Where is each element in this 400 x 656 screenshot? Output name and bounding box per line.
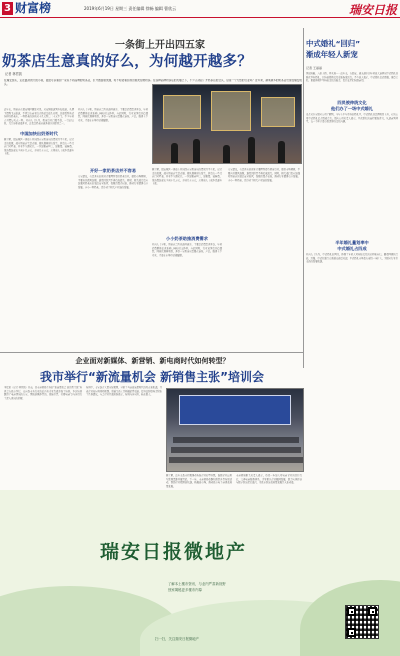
article1-column-3b: 业内人士分析，奶茶店之所以越开越多，主要是消费需求旺盛，年轻消费群体追求新鲜口味和社交体验。与此同时，行业竞争也日趋激烈，同质化现象明显，开好一家奶茶店需要在选址、产品、服务上下功夫，才能在市场中站稳脚跟。 <box>152 243 222 257</box>
sidebar-column-3: 业内人士认为，中式婚礼的回归，体现了年轻人对传统文化的认同和自信。随着国潮的兴起，汉服、中式礼服等元素越来越受欢迎，中式婚礼市场也有望进一步扩大，为婚庆行业带来新的发展机遇。 <box>306 253 398 264</box>
ad-scan-caption: 扫一扫，关注瑞安日报微地产 <box>155 637 200 641</box>
sidebar-subhead-3: 半年婚礼量划率中 <box>335 240 369 245</box>
article1-byline: 记者 林哲凯 <box>5 72 22 76</box>
header-rule <box>0 17 400 18</box>
article1-column-1a: 近年来，奶茶店在瑞安城区随处可见。从安阳街道到玉海街道，从塘下镇到飞云街道，不管是在商业综合体还是街头巷尾，总能看到各式各样的奶茶店。一杯奶茶的价格从十几元到二三十元不等，不少年轻人习惯每天点一杯。业内人士认为，奶茶行业门槛不高，一台封口机、几台冰柜就能开业，这也是奶茶店越开越多的原因之一。 <box>4 108 74 126</box>
page-header <box>0 0 400 18</box>
article2-column-2: 培训中，专家结合大量实际案例，分析了当前新流量时代的特点和机遇，并就企业如何利用短视频、直播等新工具拓展销售渠道、提升品牌影响力给出了具体建议。与会企业代表纷纷表示，培训内容实用，收获很大。 <box>86 386 162 397</box>
milk-tea-shop-photo <box>152 84 302 164</box>
sidebar-subhead-2: 他们办了一场中式婚礼 <box>331 106 373 111</box>
paper-logo: 瑞安日报 <box>348 3 397 17</box>
article2-column-3: 据了解，近年来我市积极推动传统企业转型升级，鼓励企业运用互联网思维开展营销。下一步，市商务局将继续组织各类培训活动，帮助企业把握新机遇，拓展新市场，推动我市电子商务高质量发展。 <box>166 474 232 488</box>
qr-code[interactable] <box>345 605 379 639</box>
issue-line: 2019年6月19日 星期三 责任编辑 徐畅 编辑 曹欣云 <box>84 6 177 11</box>
article1-column-2a: 业内人士分析，奶茶店之所以越开越多，主要是消费需求旺盛，年轻消费群体追求新鲜口味和社交体验。与此同时，行业竞争也日趋激烈，同质化现象明显，开好一家奶茶店需要在选址、产品、服务上下功夫，才能在市场中站稳脚跟。 <box>78 108 148 122</box>
article2-kicker: 企业面对新媒体、新营销、新电商时代如何转型？ <box>75 357 230 365</box>
article-divider <box>0 352 303 353</box>
sidebar-headline-line1: 中式婚礼“回归” <box>306 39 361 48</box>
article1-column-2b: 专家建议，有意开店的创业者要理性看待奶茶行业，做好市场调研，不要盲目跟风加盟，避免因经营不善造成损失。同时，相关部门也应加强对奶茶店的食品安全监管，保障消费者权益，推动行业健康有序发展。小小一杯奶茶，也带动了相关产业链的发展。 <box>78 175 148 189</box>
article1-subhead-3: 小小奶茶助推消费需求 <box>166 236 208 241</box>
sidebar-column-1: 凤冠霞帔、八抬大轿、拜天地……近年来，在瑞安，越来越多的年轻新人选择以中式婚礼的形式举办婚礼，让传统婚俗文化重新焕发活力。不少新人表示，中式婚礼仪式感强，寓意美好，更能体现中华传统文化的魅力，也让长辈们倍感亲切。 <box>306 72 398 83</box>
article2-headline: 我市举行“新流量机会 新销售主张”培训会 <box>40 370 264 384</box>
article1-column-1b: 据了解，瑞安城区一条街上开出四五家奶茶店的情况并不少见。记者走访发现，部分奶茶店生意火爆，排队现象时有发生，但也有一些门店门可罗雀，开业不久便转让。一位加盟商坦言，加盟费、装修费、设备费加起来少则十几万元，多则几十万元，房租和人工成本也逐年上涨。 <box>4 138 74 156</box>
ad-title: 瑞安日报微地产 <box>100 541 248 563</box>
sidebar-byline: 记者 王丽丽 <box>306 66 322 70</box>
training-meeting-photo <box>166 388 304 472</box>
article1-headline: 奶茶店生意真的好么，为何越开越多？ <box>2 54 252 70</box>
sidebar-subhead-1: 四员被伸统文化 <box>337 100 367 105</box>
article1-subhead-1: 中国加快出奶茶时代 <box>20 131 58 136</box>
article2-column-4: 市商务局相关负责人表示，将进一步加大对电商企业的扶持力度，完善电商服务体系，引导更多企业触网发展，助力实体经济与数字经济深度融合，为我市经济高质量发展注入新动能。 <box>236 474 302 485</box>
section-title: 财富榜 <box>15 1 52 15</box>
article1-kicker: 一条街上开出四五家 <box>115 40 205 51</box>
sidebar-column-2: 记者从多家婚庆公司了解到，今年上半年承办的婚礼中，中式婚礼的比例明显上升，有的公司中式婚礼已占四成左右。婚庆公司负责人表示，中式婚礼的流程更加讲究，从迎亲到拜堂，每一个环节都有着深厚的文化内涵。 <box>306 113 398 124</box>
article1-lede: 在瑞安街头，走在路边的大街小巷，随处可以看到一家家不同品牌的奶茶店，打开微信朋友圈，时不时能看到身边朋友在晒奶茶。在各种品牌奶茶店的火爆之下，不少人动起了开奶茶店的念头，这是一个大热的行业吗？近年来，越来越多的奶茶店出现在瑞安街头。 <box>4 79 302 86</box>
ad-tagline-1: 了解本土楼市资讯，与业内严肃新视野 <box>168 582 226 586</box>
article1-column-3a: 据了解，瑞安城区一条街上开出四五家奶茶店的情况并不少见。记者走访发现，部分奶茶店生意火爆，排队现象时有发生，但也有一些门店门可罗雀，开业不久便转让。一位加盟商坦言，加盟费、装修费、设备费加起来少则十几万元，多则几十万元，房租和人工成本也逐年上涨。 <box>152 168 222 186</box>
real-estate-advertisement <box>0 490 400 656</box>
section-number-badge: 3 <box>2 2 13 15</box>
article1-column-4: 专家建议，有意开店的创业者要理性看待奶茶行业，做好市场调研，不要盲目跟风加盟，避免因经营不善造成损失。同时，相关部门也应加强对奶茶店的食品安全监管，保障消费者权益，推动行业健康有序发展。小小一杯奶茶，也带动了相关产业链的发展。 <box>228 168 300 182</box>
sidebar-headline-line2: 渐成年轻人新宠 <box>306 50 358 59</box>
ad-tagline-2: 独家揭秘更多楼市内幕 <box>168 588 202 592</box>
sidebar-subhead-4: 中式婚礼占四成 <box>337 246 367 251</box>
article1-subhead-2: 开好一家奶茶店并不容易 <box>89 168 137 173</box>
article2-column-1: 本报讯（记者 林哲凯）日前，由市商务局主办的“新流量机会 新销售主张”培训会在我市举行，来自我市各行业的近百名企业代表参加了培训。本次培训邀请了电商领域的专家，围绕新媒体营销、直播带货、社群电商等内容进行了深入浅出的讲解。 <box>4 386 82 400</box>
sidebar-divider <box>303 28 304 368</box>
